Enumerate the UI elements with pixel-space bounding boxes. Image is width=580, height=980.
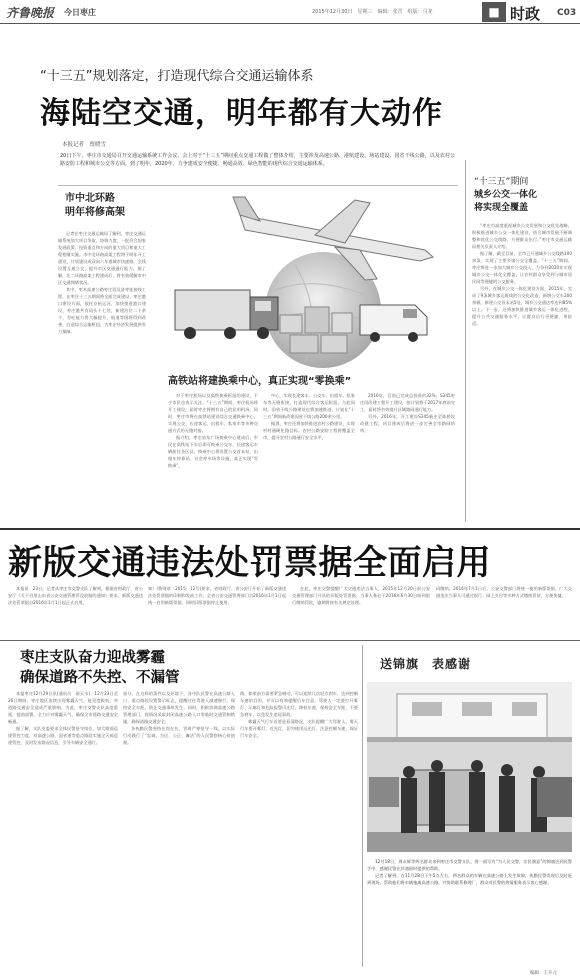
story3-column xyxy=(8,690,118,965)
subhead-line: 城乡公交一体化 xyxy=(474,190,538,200)
story2-column xyxy=(148,585,286,635)
paragraph: 部分。在这样的条件以及环境下，各中队民警在高速公路入口、重点路段设置警示标志，提醒过往驾驶人减速慢行、保持安全车距，防止交通事故发生。同时，积极协调高速公路管理部门，视情况采取封闭高速公路入口等临时交通管制措施，确保道路交通安全。 xyxy=(123,691,235,724)
story3-column xyxy=(123,690,235,965)
paragraph: 知》(鲁财票〔2015〕12号)要求，省财政厅、省公安厅开始了新版交通违法处罚票据的印制和发放工作，全省公安交通管理部门自2016年1月1日起统一启用新版票据，同时旧版票据停止使用。 xyxy=(148,586,286,605)
story1-column xyxy=(360,392,455,522)
paragraph: 记者了解到，在11月28日下午5点左右，两名群众的车辆在高速公路上发生故障，执勤民警发现后及时赶到现场，帮助他们将车辆拖离高速公路，并协助联系修理厂，群众对民警的热情服务表示衷心感谢。 xyxy=(367,873,572,885)
story1-subhead-right xyxy=(474,176,537,215)
story1-subhead-left xyxy=(65,192,125,220)
headline-line: 确保道路不失控、不漏管 xyxy=(20,670,180,686)
paragraph: 另外，2016年，开工建设S345新庄至陈桥段改建工程，项目建成后将进一步完善全市路网结构。 xyxy=(360,414,455,433)
editor-credit: 编辑：王开元 xyxy=(530,971,557,976)
story2-headline: 新版交通违法处罚票据全面启用 xyxy=(8,543,491,583)
story1-column xyxy=(168,392,258,522)
truck xyxy=(175,290,278,339)
paragraph: 码缴纳。2016年7月1日后，公安交警部门将统一使用新版票据，广大交通违法当事人可通过银行、网上支付等多种方式缴纳罚款，方便快捷。 xyxy=(436,586,572,598)
story1-kicker: “十三五”规划落定，打造现代综合交通运输体系 xyxy=(40,69,314,84)
paragraph: 12月18日，周永辉等两名群众来到枣庄市交警支队，将一面写有“为人民交警，宗民满意”的锦旗送到民警手中，感谢民警在其遇困时提供的帮助。 xyxy=(367,859,572,871)
paragraph: 在此，枣庄交警提醒广大交通违法当事人，2015年12月20日前公安交通管理部门开具的旧版处罚票据，当事人务必于2016年6月30日前到银行缴纳罚款，逾期将按有关规定处理。 xyxy=(292,586,430,605)
story2-column xyxy=(436,585,572,635)
paragraph: 本报枣庄12月29日讯(通讯员 郝天水) 12月23日至26日期间，枣庄地区连续出现雾霾天气，能见度极低，对道路交通安全造成严重影响。为此，枣庄交警支队高度重视，提前部署，全力应对雾霾天气，确保全市道路交通安全畅通。 xyxy=(8,691,118,724)
paragraph: 据悉，枣庄还将加快推进农村公路建设，实现村村通硬化路目标。农村公路安防工程将覆盖全市，提升农村公路通行安全水平。 xyxy=(263,421,355,440)
subhead-line: 市中北环路 xyxy=(65,193,115,204)
headline-line: 枣庄支队奋力迎战雾霾 xyxy=(20,650,165,666)
story3-headline xyxy=(20,648,180,688)
subhead-line: 明年将修高架 xyxy=(65,207,125,218)
section-divider xyxy=(0,528,580,530)
story2-column xyxy=(292,585,430,635)
paragraph: 据介绍，枣庄站东广场换乘中心建成后，市民在高铁站下车后即可换乘公交车、长途客运车辆前往各区县。换乘中心将设置公交首末站、出租车停靠站、社会停车场等设施，真正实现“零换乘”。 xyxy=(168,435,258,468)
photo-caption: 高铁站将建换乘中心，真正实现“零换乘” xyxy=(168,376,352,387)
transport-illustration xyxy=(165,195,465,370)
paragraph: 2016年，目前已完成总投资约32%，S345枣庄段改建工程开工建设，按计划将于2017年底前完工，届时将有效提升区域路网通行能力。 xyxy=(360,393,455,412)
paragraph: 路，如果前方需要紧急制动，可以连续几次轻点刹车，达到控制车速的目的，并可以有效提醒后车注意。驾驶人一定要打开雾灯、示廓灯和危险报警闪光灯，降低车速，保持安全车距，不要急刹车，以免发生追尾事故。 xyxy=(240,691,358,717)
story1-column xyxy=(263,392,355,522)
section-name: 时政 xyxy=(510,5,541,23)
photo-title: 送锦旗 表感谢 xyxy=(380,657,472,671)
story1-headline: 海陆空交通，明年都有大动作 xyxy=(40,96,443,131)
paragraph: 雾霾天气行车首要是看清路况，支队提醒广大驾驶人，雾天行车要开雾灯、近光灯，切勿使用远光灯，注意控制车速，保证行车安全。 xyxy=(240,719,358,738)
column-divider xyxy=(465,160,466,522)
story1-byline: 本报记者 贾晓雪 xyxy=(62,142,107,148)
subhead-line: “十三五”期间 xyxy=(474,177,529,187)
story1-lead: 20日下午，枣庄市交通局召开交通运输系统工作会议，会上对于“十三五”期间重点交通工程做了整体介绍，主要涉及高速公路、港航建设、场站建设、国省干线公路，以及农村公路安防工程和城市公交等方面，到了明年，2020年，力争建成安全便捷、畅通高效、绿色智能的现代综合交通运输体系。 xyxy=(60,153,455,167)
paragraph: 其中，枣木高速公路枣庄段及济枣连接线工程，在枣庄十三五期间将全面完成建设。枣庄港口建设方面，依托京杭运河，加快推进港口建设，枣庄港共有码头十七处，新建泊位二十余个，吞吐能力将大幅提升，航道等级将得到改善，打造综合运输枢纽，为枣庄经济发展提供有力保障。 xyxy=(58,287,146,334)
photo-caption xyxy=(367,858,572,886)
story1-right-column xyxy=(472,222,572,522)
paragraph: 据了解，支队党委要求全体民警坚守岗位，加大路面巡逻管控力度，对高速公路、国省道等重点路段实施全天候巡逻管控，及时发布路况信息，引导车辆安全通行。 xyxy=(8,726,118,745)
paragraph: 据了解，截至目前，全市已开通城乡公交线路100余条，实现了主要乡镇公交全覆盖。“十三五”期间，枣庄将进一步加大城乡公交投入，力争到2020年实现城乡公交一体化全覆盖，让农村群众享受到与城市居民同等便捷的公交服务。 xyxy=(472,251,572,284)
section-divider xyxy=(0,640,580,641)
story1-column xyxy=(58,230,146,520)
paragraph: 记者在枣庄交通运输局了解到，枣庄交通运输系统加大项目争取，协调力度，一批符合国家发展政策、投资重点和方向的重大项目和重大工程相继实施。市中北环路高架工程将于明年开工建设，计划建设成双向六车道城市快速路，全线设置互通立交，提升市区交通通行能力。据了解，北二环路高架工程建成后，将有效缓解市中区交通拥堵状况。 xyxy=(58,231,146,285)
paragraph: 本报讯 23日，记者从枣庄市交警支队了解到，根据省财政厅、省公安厅《关于启用山东省公安交通管理罚没收据的通知》要求，新版交通违法处罚票据自2016年1月1日起正式启用。 xyxy=(8,586,143,605)
column-divider xyxy=(362,645,363,967)
paragraph: 各执勤民警坚持在岗在位，冒着严寒坚守一线，以实际行动践行了“忠诚、为民、公正、廉洁”的人民警察核心价值观。 xyxy=(123,726,235,745)
paragraph: 中心，实现长途客车、公交车、出租车、私家车等无缝衔接，打造现代综合客运枢纽。与此同时，国省干线公路建设也将加速推进，计划在“十三五”期间新改建国省干线公路200余公里。 xyxy=(263,393,355,419)
banner-presentation-photo xyxy=(367,682,572,852)
divider xyxy=(58,185,458,186)
story2-column xyxy=(8,585,143,635)
square-icon: ■ xyxy=(482,2,506,22)
edition-name: 今日枣庄 xyxy=(64,8,96,17)
newspaper-logo: 齐鲁晚报 xyxy=(6,6,55,20)
dateline: 2015年12月30日 星期三 编辑：张晋 组版：马龙 xyxy=(312,9,433,15)
paragraph: 另外，在城乡公交一体化建设方面，2015年，完成了9条城乡客运班线的公交化改造，新增公交车200余辆，新建公交首末站5处，城乡公交通达率达到85%以上。下一步，还将加快推进城乡客运一体化进程，提升公共交通服务水平，让群众出行更便捷、更舒适。 xyxy=(472,286,572,326)
page-number: C03 xyxy=(557,8,577,18)
paragraph: 对于枣庄机场以及高铁换乘枢纽的建设，不少市民也表示关注。“十三五”期间，枣庄机场将开工建设，届时枣庄将拥有自己的民用机场。同时，枣庄市将在高铁站建设综合交通换乘中心，实现公交、长途客运、出租车、私家车等多种交通方式的无缝对接。 xyxy=(168,393,258,433)
story3-column xyxy=(240,690,358,965)
subhead-line: 将实现全覆盖 xyxy=(474,203,529,213)
paragraph: “枣庄市高度重视城乡公交发展和公交优先战略，积极推进城乡公交一体化建设，结合城市发展不断调整和优化公交线路，方便群众出行。”枣庄市交通运输局相关负责人介绍。 xyxy=(472,223,572,249)
